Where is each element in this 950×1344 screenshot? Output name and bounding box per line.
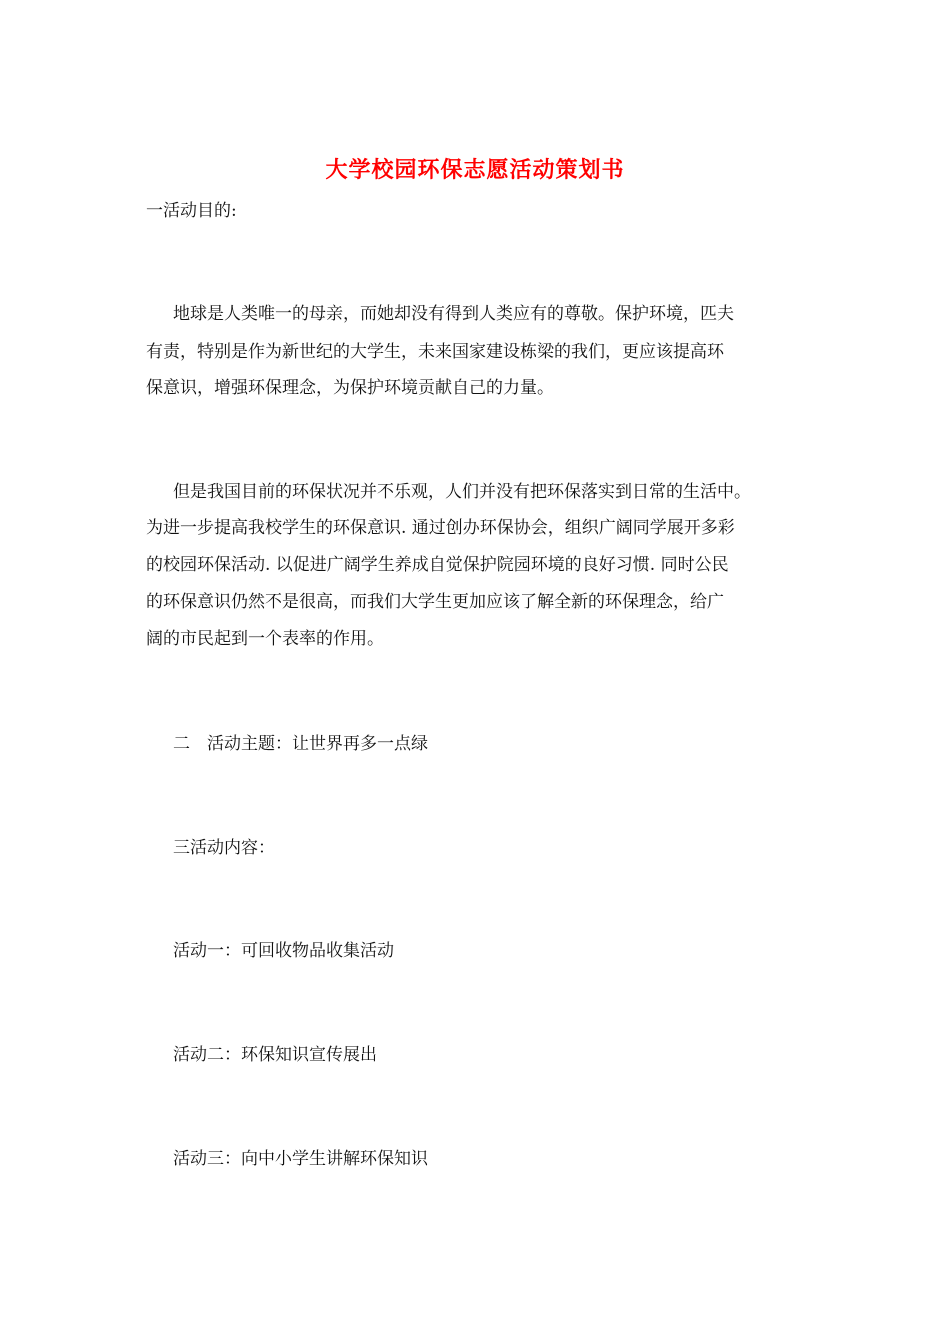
paragraph1-line-1: 地球是人类唯一的母亲，而她却没有得到人类应有的尊敬。保护环境，匹夫 — [173, 304, 734, 324]
section1-heading: 一活动目的: — [146, 201, 237, 221]
section3-heading: 三活动内容： — [173, 838, 275, 858]
paragraph2-line-5: 阔的市民起到一个表率的作用。 — [146, 629, 384, 649]
paragraph1-line-2: 有责，特别是作为新世纪的大学生，未来国家建设栋梁的我们，更应该提高环 — [146, 342, 724, 362]
paragraph2-line-1: 但是我国目前的环保状况并不乐观，人们并没有把环保落实到日常的生活中。 — [173, 482, 751, 502]
document-title: 大学校园环保志愿活动策划书 — [325, 157, 625, 183]
activity-item-2: 活动二：环保知识宣传展出 — [173, 1045, 377, 1065]
paragraph2-line-3: 的校园环保活动. 以促进广阔学生养成自觉保护院园环境的良好习惯. 同时公民 — [146, 555, 729, 575]
activity-item-1: 活动一：可回收物品收集活动 — [173, 941, 394, 961]
activity-item-3: 活动三：向中小学生讲解环保知识 — [173, 1149, 428, 1169]
paragraph2-line-4: 的环保意识仍然不是很高，而我们大学生更加应该了解全新的环保理念，给广 — [146, 592, 724, 612]
section2-heading: 二 活动主题：让世界再多一点绿 — [173, 734, 428, 754]
paragraph1-line-3: 保意识，增强环保理念，为保护环境贡献自己的力量。 — [146, 378, 554, 398]
paragraph2-line-2: 为进一步提高我校学生的环保意识. 通过创办环保协会，组织广阔同学展开多彩 — [146, 518, 735, 538]
